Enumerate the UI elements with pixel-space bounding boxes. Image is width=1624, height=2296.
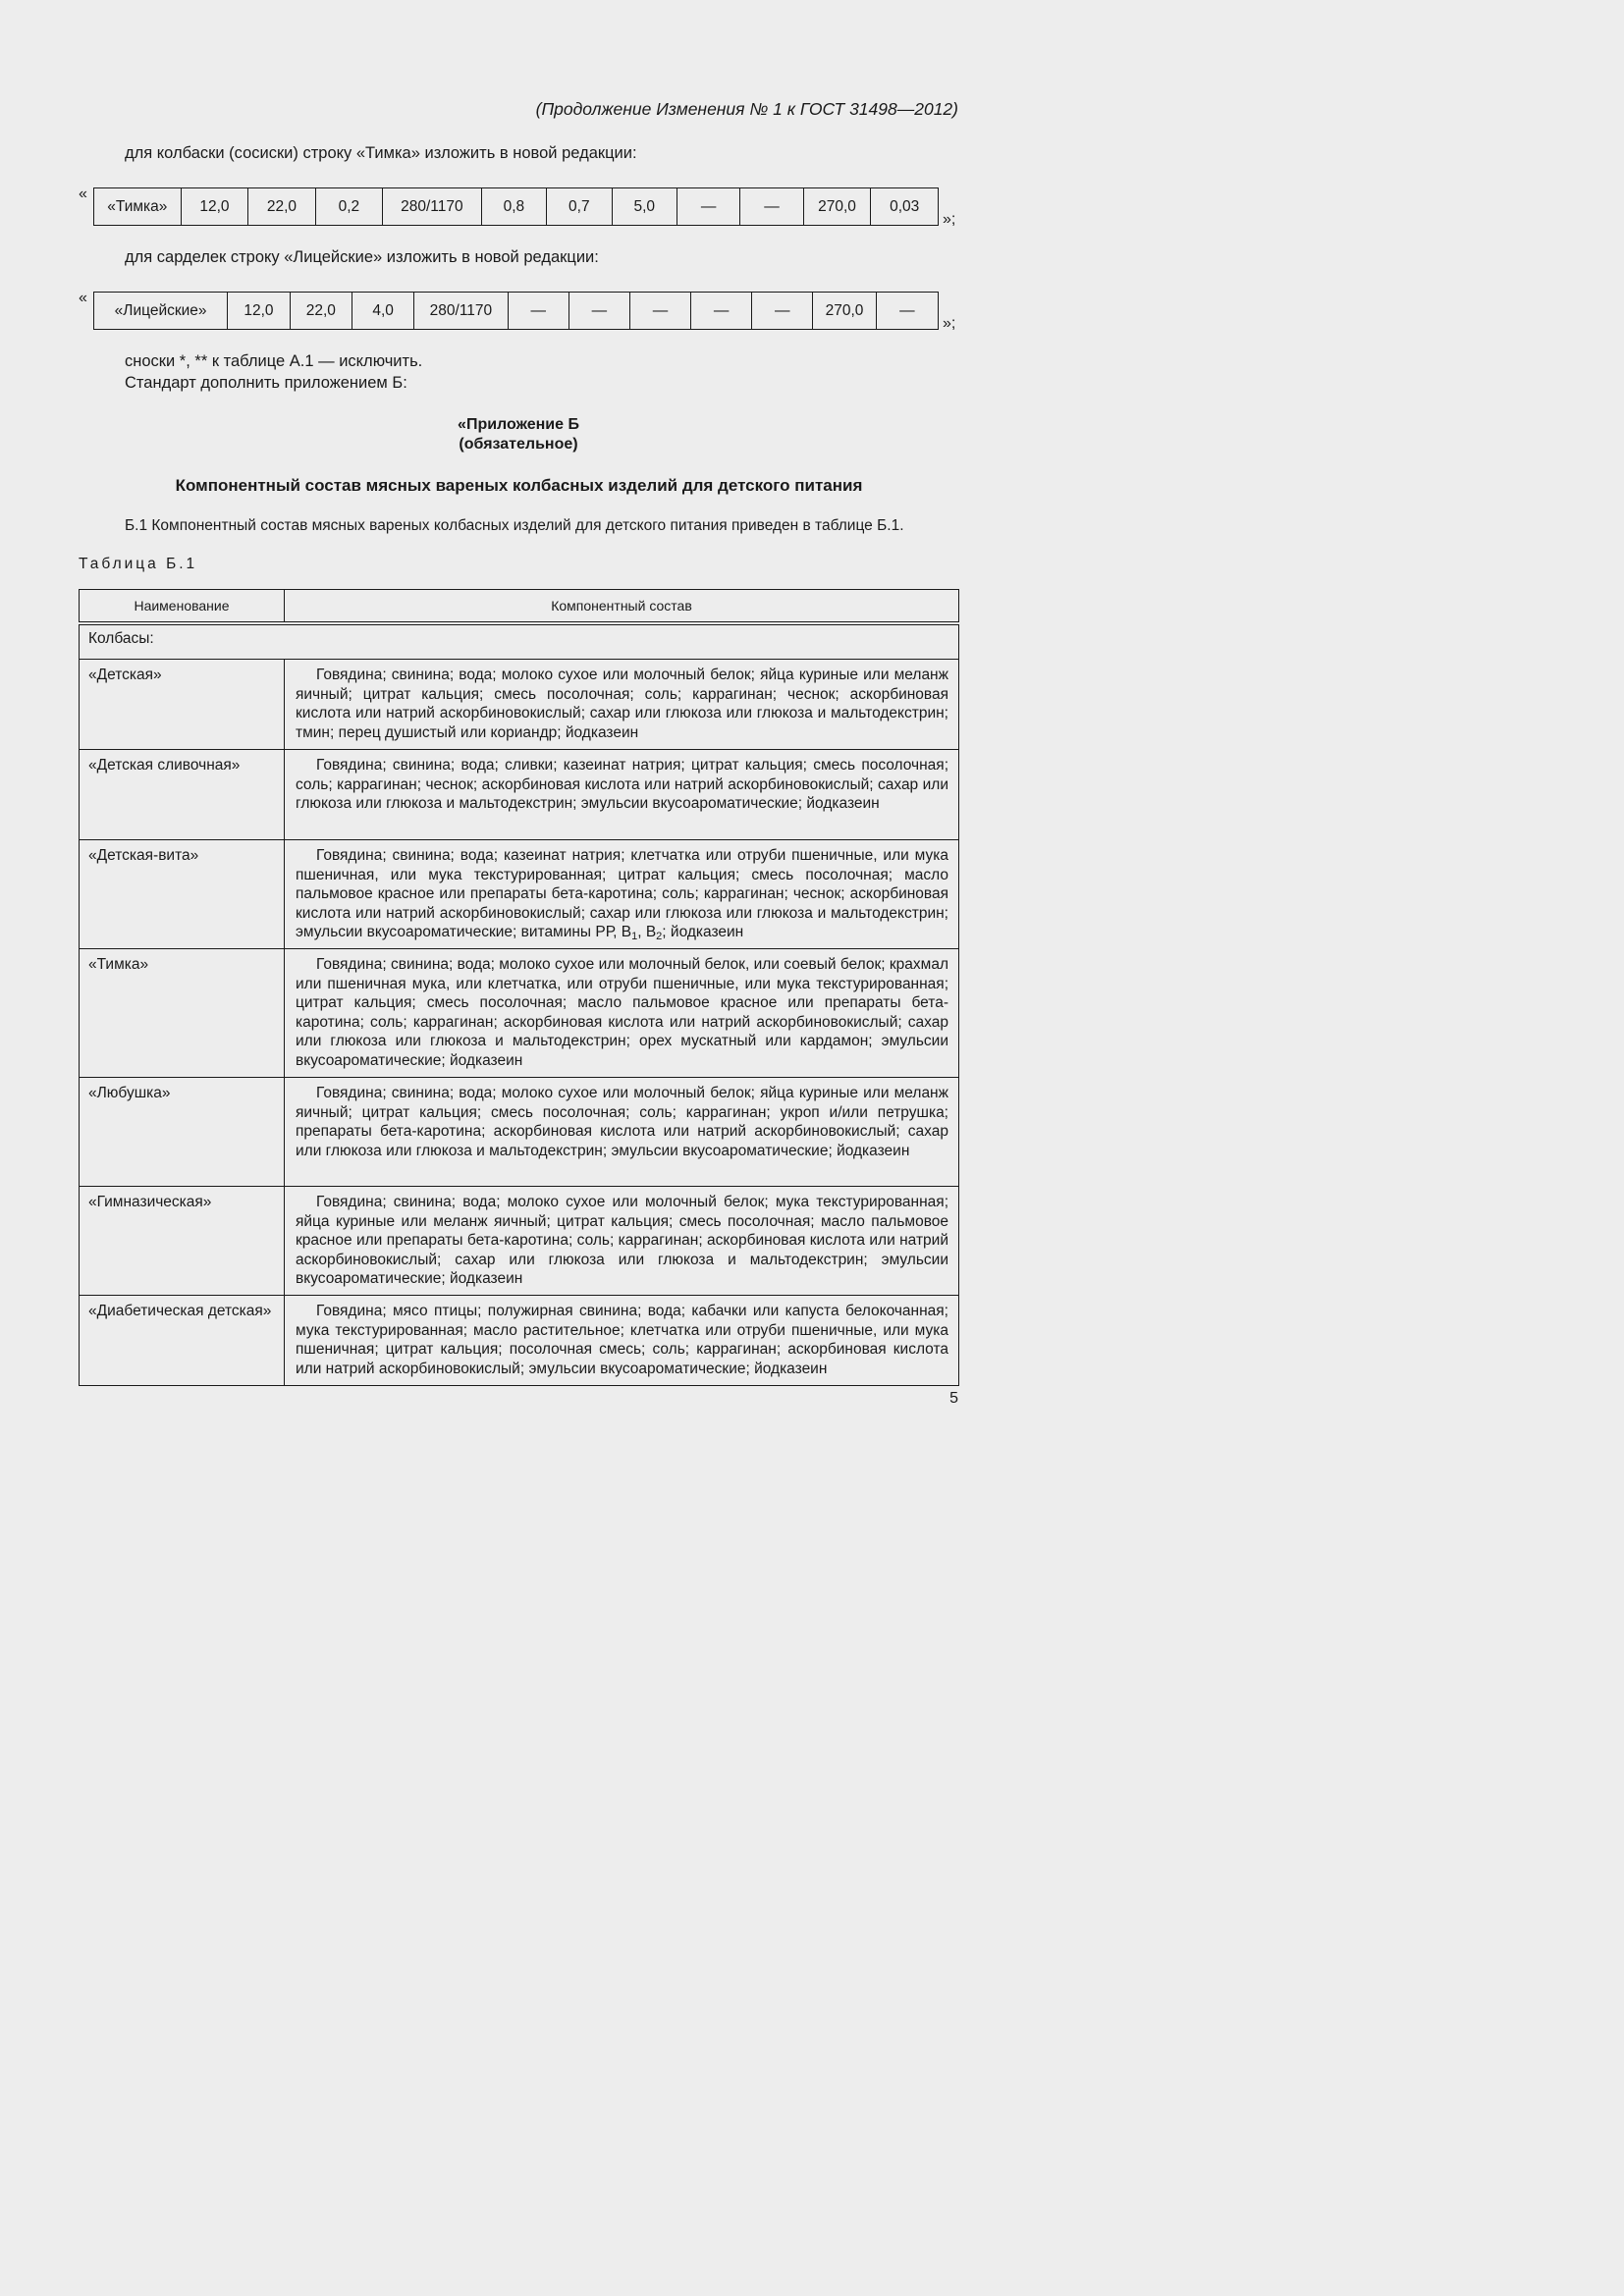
timka-cell: 22,0 bbox=[248, 188, 316, 226]
table-header-row bbox=[80, 590, 959, 624]
product-name: «Детская» bbox=[80, 660, 285, 750]
litseiskie-cell: 4,0 bbox=[352, 293, 414, 330]
composition-text: Говядина; свинина; вода; казеинат натрия; клетчатка или отруби пшеничные, или мука пшеничная, или мука текстурированная; цитрат кальция; смесь посолочная; масло пальмовое красное или препараты бета-каротина; соль; каррагинан; чеснок; аскорбиновая кислота или натрий аскорбиновокислый; сахар или глюкоза или глюкоза и мальтодекстрин; эмульсии вкусоароматические; витамины РР, В bbox=[296, 847, 948, 941]
composition-separator: , В bbox=[637, 924, 657, 941]
product-composition: Говядина; свинина; вода; молоко сухое или молочный белок; мука текстурированная; яйца куриные или меланж яичный; цитрат кальция; смесь посолочная; масло пальмовое красное или препараты бета-каротина; соль; каррагинан; аскорбиновая кислота или натрий аскорбиновокислый; сахар или глюкоза или глюкоза и мальтодекстрин; эмульсии вкусоароматические; йодказеин bbox=[285, 1187, 959, 1296]
composition-tail: ; йодказеин bbox=[662, 924, 744, 941]
litseiskie-cell: 12,0 bbox=[228, 293, 290, 330]
vitamin-subscript: 1 bbox=[631, 931, 638, 943]
litseiskie-cell: 22,0 bbox=[290, 293, 352, 330]
composition-table bbox=[79, 589, 959, 1386]
table-row bbox=[80, 949, 959, 1078]
column-header-name: Наименование bbox=[80, 590, 285, 624]
litseiskie-cell: — bbox=[876, 293, 938, 330]
table-caption: Таблица Б.1 bbox=[79, 556, 198, 572]
product-name: «Гимназическая» bbox=[80, 1187, 285, 1296]
supplement-line: Стандарт дополнить приложением Б: bbox=[125, 374, 407, 392]
quote-open: « bbox=[79, 290, 87, 306]
timka-cell: 0,03 bbox=[871, 188, 939, 226]
timka-cell: 0,8 bbox=[481, 188, 546, 226]
table-row bbox=[80, 750, 959, 840]
timka-cell: 0,7 bbox=[547, 188, 612, 226]
timka-cell: 12,0 bbox=[181, 188, 248, 226]
header-note: (Продолжение Изменения № 1 к ГОСТ 31498—2012) bbox=[535, 99, 958, 119]
group-label: Колбасы: bbox=[80, 623, 959, 660]
litseiskie-row-table bbox=[93, 292, 939, 330]
table-row bbox=[80, 1078, 959, 1187]
timka-row-table bbox=[93, 187, 939, 226]
quote-close: »; bbox=[943, 315, 956, 332]
product-composition: Говядина; свинина; вода; сливки; казеинат натрия; цитрат кальция; смесь посолочная; соль; каррагинан; чеснок; аскорбиновая кислота или натрий аскорбиновокислый; сахар или глюкоза или глюкоза и мальтодекстрин; эмульсии вкусоароматические; йодказеин bbox=[285, 750, 959, 840]
timka-cell: — bbox=[677, 188, 739, 226]
litseiskie-cell: 270,0 bbox=[813, 293, 877, 330]
timka-cell: «Тимка» bbox=[94, 188, 182, 226]
litseiskie-cell: «Лицейские» bbox=[94, 293, 228, 330]
appendix-status: (обязательное) bbox=[459, 436, 578, 453]
timka-cell: 280/1170 bbox=[383, 188, 482, 226]
timka-cell: 270,0 bbox=[803, 188, 871, 226]
product-name: «Детская сливочная» bbox=[80, 750, 285, 840]
timka-cell: 5,0 bbox=[612, 188, 677, 226]
product-composition: Говядина; свинина; вода; молоко сухое или молочный белок, или соевый белок; крахмал или пшеничная мука, или клетчатка, или отруби пшеничные, или мука текстурированная; цитрат кальция; смесь посолочная; масло пальмовое красное или препараты бета-каротина; соль; каррагинан; аскорбиновая кислота или натрий аскорбиновокислый; сахар или глюкоза или глюкоза и мальтодекстрин; орех мускатный или кардамон; эмульсии вкусоароматические; йодказеин bbox=[285, 949, 959, 1078]
b1-paragraph: Б.1 Компонентный состав мясных вареных колбасных изделий для детского питания приведен в таблице Б.1. bbox=[125, 517, 904, 534]
appendix-title: «Приложение Б bbox=[458, 416, 579, 433]
product-composition: Говядина; мясо птицы; полужирная свинина; вода; кабачки или капуста белокочанная; мука текстурированная; масло растительное; клетчатка или отруби пшеничные, или мука пшеничная; цитрат кальция; посолочная смесь; соль; каррагинан; аскорбиновая кислота или натрий аскорбиновокислый; эмульсии вкусоароматические; йодказеин bbox=[285, 1296, 959, 1386]
product-composition: Говядина; свинина; вода; молоко сухое или молочный белок; яйца куриные или меланж яичный; цитрат кальция; смесь посолочная; соль; каррагинан; чеснок; аскорбиновая кислота или натрий аскорбиновокислый; сахар или глюкоза или глюкоза и мальтодекстрин; тмин; перец душистый или кориандр; йодказеин bbox=[285, 660, 959, 750]
column-header-composition: Компонентный состав bbox=[285, 590, 959, 624]
litseiskie-cell: — bbox=[629, 293, 690, 330]
litseiskie-cell: — bbox=[508, 293, 568, 330]
litseiskie-cell: — bbox=[752, 293, 813, 330]
footnotes-line: сноски *, ** к таблице А.1 — исключить. bbox=[125, 352, 423, 370]
product-composition bbox=[285, 840, 959, 949]
table-row bbox=[80, 660, 959, 750]
quote-open: « bbox=[79, 186, 87, 202]
timka-cell: — bbox=[740, 188, 803, 226]
section-heading: Компонентный состав мясных вареных колбасных изделий для детского питания bbox=[175, 476, 863, 495]
intro-litseiskie: для сарделек строку «Лицейские» изложить в новой редакции: bbox=[125, 248, 599, 266]
quote-close: »; bbox=[943, 211, 956, 228]
litseiskie-row bbox=[94, 293, 939, 330]
page-number: 5 bbox=[949, 1390, 958, 1407]
product-name: «Детская-вита» bbox=[80, 840, 285, 949]
product-composition: Говядина; свинина; вода; молоко сухое или молочный белок; яйца куриные или меланж яичный; цитрат кальция; смесь посолочная; соль; каррагинан; укроп и/или петрушка; препараты бета-каротина; аскорбиновая кислота или натрий аскорбиновокислый; сахар или глюкоза или глюкоза и мальтодекстрин; эмульсии вкусоароматические; йодказеин bbox=[285, 1078, 959, 1187]
product-name: «Любушка» bbox=[80, 1078, 285, 1187]
vitamin-subscript: 2 bbox=[656, 931, 663, 943]
table-row bbox=[80, 840, 959, 949]
litseiskie-cell: — bbox=[568, 293, 629, 330]
table-row bbox=[80, 1187, 959, 1296]
product-name: «Диабетическая детская» bbox=[80, 1296, 285, 1386]
timka-row bbox=[94, 188, 939, 226]
table-group-row bbox=[80, 623, 959, 660]
product-name: «Тимка» bbox=[80, 949, 285, 1078]
table-row bbox=[80, 1296, 959, 1386]
litseiskie-cell: — bbox=[691, 293, 752, 330]
timka-cell: 0,2 bbox=[315, 188, 382, 226]
litseiskie-cell: 280/1170 bbox=[414, 293, 508, 330]
intro-timka: для колбаски (сосиски) строку «Тимка» изложить в новой редакции: bbox=[125, 144, 637, 162]
